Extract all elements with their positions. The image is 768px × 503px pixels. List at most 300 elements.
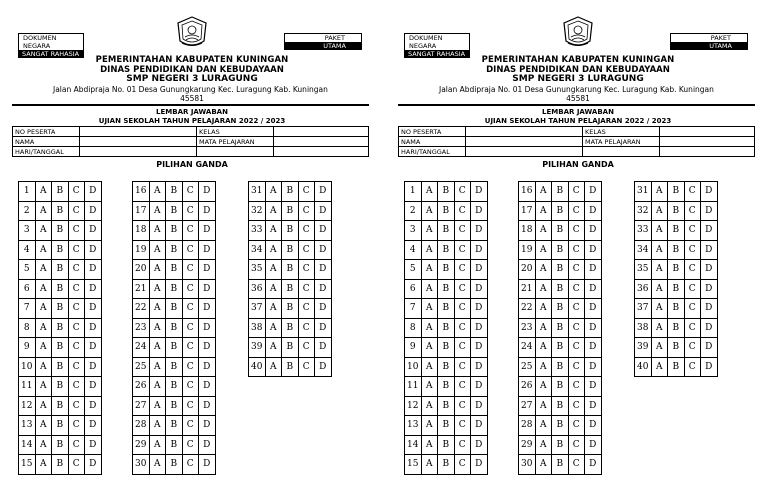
option-b-bubble[interactable]: B xyxy=(282,279,299,299)
option-c-bubble[interactable]: C xyxy=(454,416,471,436)
option-b-bubble[interactable]: B xyxy=(552,435,569,455)
option-c-bubble[interactable]: C xyxy=(568,221,585,241)
option-c-bubble[interactable]: C xyxy=(568,318,585,338)
option-d-bubble[interactable]: D xyxy=(199,260,216,280)
option-a-bubble[interactable]: A xyxy=(35,318,52,338)
option-a-bubble[interactable]: A xyxy=(35,299,52,319)
option-d-bubble[interactable]: D xyxy=(471,260,488,280)
option-b-bubble[interactable]: B xyxy=(552,240,569,260)
option-b-bubble[interactable]: B xyxy=(166,435,183,455)
option-c-bubble[interactable]: C xyxy=(454,396,471,416)
option-d-bubble[interactable]: D xyxy=(471,338,488,358)
option-d-bubble[interactable]: D xyxy=(471,455,488,475)
option-c-bubble[interactable]: C xyxy=(684,182,701,202)
option-a-bubble[interactable]: A xyxy=(535,357,552,377)
option-a-bubble[interactable]: A xyxy=(535,279,552,299)
option-a-bubble[interactable]: A xyxy=(535,377,552,397)
option-d-bubble[interactable]: D xyxy=(585,357,602,377)
option-a-bubble[interactable]: A xyxy=(35,260,52,280)
option-d-bubble[interactable]: D xyxy=(585,182,602,202)
option-c-bubble[interactable]: C xyxy=(182,260,199,280)
option-b-bubble[interactable]: B xyxy=(438,435,455,455)
option-c-bubble[interactable]: C xyxy=(68,240,85,260)
option-a-bubble[interactable]: A xyxy=(421,377,438,397)
option-b-bubble[interactable]: B xyxy=(552,455,569,475)
option-d-bubble[interactable]: D xyxy=(585,338,602,358)
option-d-bubble[interactable]: D xyxy=(585,396,602,416)
option-d-bubble[interactable]: D xyxy=(85,435,102,455)
option-a-bubble[interactable]: A xyxy=(651,279,668,299)
option-c-bubble[interactable]: C xyxy=(568,416,585,436)
option-d-bubble[interactable]: D xyxy=(701,299,718,319)
option-d-bubble[interactable]: D xyxy=(315,201,332,221)
option-a-bubble[interactable]: A xyxy=(535,240,552,260)
option-d-bubble[interactable]: D xyxy=(85,240,102,260)
option-c-bubble[interactable]: C xyxy=(298,221,315,241)
option-a-bubble[interactable]: A xyxy=(651,338,668,358)
option-b-bubble[interactable]: B xyxy=(52,260,69,280)
option-a-bubble[interactable]: A xyxy=(421,435,438,455)
option-d-bubble[interactable]: D xyxy=(315,357,332,377)
option-d-bubble[interactable]: D xyxy=(471,221,488,241)
option-a-bubble[interactable]: A xyxy=(651,182,668,202)
option-d-bubble[interactable]: D xyxy=(85,260,102,280)
option-d-bubble[interactable]: D xyxy=(315,318,332,338)
option-d-bubble[interactable]: D xyxy=(199,338,216,358)
kelas-field[interactable] xyxy=(660,127,755,137)
option-b-bubble[interactable]: B xyxy=(166,396,183,416)
option-a-bubble[interactable]: A xyxy=(651,299,668,319)
option-a-bubble[interactable]: A xyxy=(35,435,52,455)
option-b-bubble[interactable]: B xyxy=(52,396,69,416)
option-d-bubble[interactable]: D xyxy=(585,455,602,475)
option-d-bubble[interactable]: D xyxy=(701,182,718,202)
option-a-bubble[interactable]: A xyxy=(651,240,668,260)
option-c-bubble[interactable]: C xyxy=(568,396,585,416)
option-a-bubble[interactable]: A xyxy=(651,260,668,280)
option-d-bubble[interactable]: D xyxy=(585,260,602,280)
option-d-bubble[interactable]: D xyxy=(315,299,332,319)
option-a-bubble[interactable]: A xyxy=(421,182,438,202)
option-b-bubble[interactable]: B xyxy=(552,201,569,221)
option-d-bubble[interactable]: D xyxy=(199,299,216,319)
option-c-bubble[interactable]: C xyxy=(454,182,471,202)
option-c-bubble[interactable]: C xyxy=(454,435,471,455)
option-a-bubble[interactable]: A xyxy=(421,260,438,280)
option-c-bubble[interactable]: C xyxy=(568,377,585,397)
option-d-bubble[interactable]: D xyxy=(85,416,102,436)
option-d-bubble[interactable]: D xyxy=(315,221,332,241)
option-a-bubble[interactable]: A xyxy=(149,299,166,319)
option-b-bubble[interactable]: B xyxy=(52,182,69,202)
option-c-bubble[interactable]: C xyxy=(298,357,315,377)
option-c-bubble[interactable]: C xyxy=(68,299,85,319)
option-b-bubble[interactable]: B xyxy=(438,338,455,358)
option-b-bubble[interactable]: B xyxy=(438,318,455,338)
option-b-bubble[interactable]: B xyxy=(52,221,69,241)
option-c-bubble[interactable]: C xyxy=(182,299,199,319)
option-c-bubble[interactable]: C xyxy=(684,201,701,221)
option-b-bubble[interactable]: B xyxy=(166,299,183,319)
option-c-bubble[interactable]: C xyxy=(454,377,471,397)
option-a-bubble[interactable]: A xyxy=(421,338,438,358)
option-b-bubble[interactable]: B xyxy=(552,221,569,241)
option-c-bubble[interactable]: C xyxy=(298,318,315,338)
kelas-field[interactable] xyxy=(274,127,369,137)
option-c-bubble[interactable]: C xyxy=(182,338,199,358)
option-d-bubble[interactable]: D xyxy=(701,338,718,358)
option-c-bubble[interactable]: C xyxy=(684,357,701,377)
option-b-bubble[interactable]: B xyxy=(668,260,685,280)
option-d-bubble[interactable]: D xyxy=(701,240,718,260)
option-c-bubble[interactable]: C xyxy=(684,299,701,319)
option-a-bubble[interactable]: A xyxy=(35,357,52,377)
option-c-bubble[interactable]: C xyxy=(68,221,85,241)
option-b-bubble[interactable]: B xyxy=(438,221,455,241)
option-b-bubble[interactable]: B xyxy=(52,240,69,260)
option-b-bubble[interactable]: B xyxy=(552,338,569,358)
option-d-bubble[interactable]: D xyxy=(85,396,102,416)
option-d-bubble[interactable]: D xyxy=(85,299,102,319)
option-d-bubble[interactable]: D xyxy=(471,357,488,377)
option-b-bubble[interactable]: B xyxy=(668,240,685,260)
option-a-bubble[interactable]: A xyxy=(149,377,166,397)
option-b-bubble[interactable]: B xyxy=(438,416,455,436)
option-d-bubble[interactable]: D xyxy=(199,455,216,475)
option-a-bubble[interactable]: A xyxy=(651,318,668,338)
option-d-bubble[interactable]: D xyxy=(85,221,102,241)
option-b-bubble[interactable]: B xyxy=(438,182,455,202)
option-d-bubble[interactable]: D xyxy=(585,435,602,455)
option-a-bubble[interactable]: A xyxy=(421,240,438,260)
option-a-bubble[interactable]: A xyxy=(421,279,438,299)
option-b-bubble[interactable]: B xyxy=(552,396,569,416)
option-d-bubble[interactable]: D xyxy=(85,357,102,377)
option-b-bubble[interactable]: B xyxy=(438,240,455,260)
option-b-bubble[interactable]: B xyxy=(282,357,299,377)
option-d-bubble[interactable]: D xyxy=(199,182,216,202)
option-a-bubble[interactable]: A xyxy=(149,201,166,221)
option-d-bubble[interactable]: D xyxy=(315,182,332,202)
option-b-bubble[interactable]: B xyxy=(282,201,299,221)
option-b-bubble[interactable]: B xyxy=(52,201,69,221)
option-a-bubble[interactable]: A xyxy=(421,318,438,338)
option-a-bubble[interactable]: A xyxy=(535,338,552,358)
option-a-bubble[interactable]: A xyxy=(421,357,438,377)
option-c-bubble[interactable]: C xyxy=(68,201,85,221)
option-b-bubble[interactable]: B xyxy=(552,357,569,377)
option-a-bubble[interactable]: A xyxy=(265,338,282,358)
nama-field[interactable] xyxy=(80,137,197,147)
option-d-bubble[interactable]: D xyxy=(199,221,216,241)
option-d-bubble[interactable]: D xyxy=(585,318,602,338)
option-d-bubble[interactable]: D xyxy=(471,240,488,260)
option-b-bubble[interactable]: B xyxy=(668,201,685,221)
option-b-bubble[interactable]: B xyxy=(438,455,455,475)
option-d-bubble[interactable]: D xyxy=(471,201,488,221)
option-d-bubble[interactable]: D xyxy=(471,435,488,455)
option-a-bubble[interactable]: A xyxy=(35,201,52,221)
option-b-bubble[interactable]: B xyxy=(552,377,569,397)
option-a-bubble[interactable]: A xyxy=(149,221,166,241)
option-d-bubble[interactable]: D xyxy=(199,318,216,338)
option-d-bubble[interactable]: D xyxy=(471,377,488,397)
option-b-bubble[interactable]: B xyxy=(552,279,569,299)
option-c-bubble[interactable]: C xyxy=(68,377,85,397)
option-c-bubble[interactable]: C xyxy=(568,182,585,202)
option-b-bubble[interactable]: B xyxy=(52,435,69,455)
option-b-bubble[interactable]: B xyxy=(282,318,299,338)
option-c-bubble[interactable]: C xyxy=(68,416,85,436)
option-a-bubble[interactable]: A xyxy=(35,182,52,202)
option-d-bubble[interactable]: D xyxy=(199,416,216,436)
option-c-bubble[interactable]: C xyxy=(568,435,585,455)
option-a-bubble[interactable]: A xyxy=(265,260,282,280)
option-d-bubble[interactable]: D xyxy=(315,240,332,260)
option-c-bubble[interactable]: C xyxy=(68,435,85,455)
option-c-bubble[interactable]: C xyxy=(182,416,199,436)
option-b-bubble[interactable]: B xyxy=(552,260,569,280)
option-a-bubble[interactable]: A xyxy=(535,318,552,338)
option-d-bubble[interactable]: D xyxy=(199,357,216,377)
option-a-bubble[interactable]: A xyxy=(149,435,166,455)
option-c-bubble[interactable]: C xyxy=(568,299,585,319)
option-a-bubble[interactable]: A xyxy=(535,455,552,475)
option-a-bubble[interactable]: A xyxy=(265,221,282,241)
option-a-bubble[interactable]: A xyxy=(651,221,668,241)
option-c-bubble[interactable]: C xyxy=(68,357,85,377)
option-c-bubble[interactable]: C xyxy=(298,201,315,221)
option-a-bubble[interactable]: A xyxy=(149,455,166,475)
option-b-bubble[interactable]: B xyxy=(52,377,69,397)
option-c-bubble[interactable]: C xyxy=(182,221,199,241)
option-a-bubble[interactable]: A xyxy=(265,201,282,221)
option-b-bubble[interactable]: B xyxy=(438,279,455,299)
option-a-bubble[interactable]: A xyxy=(421,201,438,221)
option-c-bubble[interactable]: C xyxy=(298,299,315,319)
option-c-bubble[interactable]: C xyxy=(454,455,471,475)
option-a-bubble[interactable]: A xyxy=(35,221,52,241)
option-c-bubble[interactable]: C xyxy=(568,338,585,358)
option-b-bubble[interactable]: B xyxy=(166,377,183,397)
option-a-bubble[interactable]: A xyxy=(149,338,166,358)
option-a-bubble[interactable]: A xyxy=(651,201,668,221)
option-c-bubble[interactable]: C xyxy=(454,338,471,358)
option-a-bubble[interactable]: A xyxy=(35,338,52,358)
option-b-bubble[interactable]: B xyxy=(166,416,183,436)
option-d-bubble[interactable]: D xyxy=(199,279,216,299)
option-c-bubble[interactable]: C xyxy=(298,338,315,358)
option-c-bubble[interactable]: C xyxy=(454,357,471,377)
option-d-bubble[interactable]: D xyxy=(471,279,488,299)
option-c-bubble[interactable]: C xyxy=(182,357,199,377)
option-b-bubble[interactable]: B xyxy=(668,182,685,202)
option-b-bubble[interactable]: B xyxy=(282,221,299,241)
option-b-bubble[interactable]: B xyxy=(282,338,299,358)
option-b-bubble[interactable]: B xyxy=(52,357,69,377)
nama-field[interactable] xyxy=(466,137,583,147)
option-c-bubble[interactable]: C xyxy=(568,260,585,280)
option-d-bubble[interactable]: D xyxy=(199,435,216,455)
option-a-bubble[interactable]: A xyxy=(149,318,166,338)
option-d-bubble[interactable]: D xyxy=(585,377,602,397)
option-d-bubble[interactable]: D xyxy=(199,201,216,221)
option-b-bubble[interactable]: B xyxy=(282,299,299,319)
option-d-bubble[interactable]: D xyxy=(471,318,488,338)
option-b-bubble[interactable]: B xyxy=(668,357,685,377)
option-d-bubble[interactable]: D xyxy=(585,299,602,319)
option-a-bubble[interactable]: A xyxy=(35,377,52,397)
option-d-bubble[interactable]: D xyxy=(701,279,718,299)
option-c-bubble[interactable]: C xyxy=(684,279,701,299)
option-a-bubble[interactable]: A xyxy=(265,299,282,319)
option-a-bubble[interactable]: A xyxy=(149,416,166,436)
option-c-bubble[interactable]: C xyxy=(182,318,199,338)
no-peserta-field[interactable] xyxy=(466,127,583,137)
option-a-bubble[interactable]: A xyxy=(421,299,438,319)
option-c-bubble[interactable]: C xyxy=(182,240,199,260)
option-a-bubble[interactable]: A xyxy=(265,318,282,338)
option-d-bubble[interactable]: D xyxy=(85,455,102,475)
option-a-bubble[interactable]: A xyxy=(265,279,282,299)
option-d-bubble[interactable]: D xyxy=(701,318,718,338)
option-b-bubble[interactable]: B xyxy=(166,318,183,338)
option-b-bubble[interactable]: B xyxy=(438,201,455,221)
option-a-bubble[interactable]: A xyxy=(35,240,52,260)
option-d-bubble[interactable]: D xyxy=(585,240,602,260)
option-d-bubble[interactable]: D xyxy=(585,221,602,241)
option-b-bubble[interactable]: B xyxy=(438,299,455,319)
option-c-bubble[interactable]: C xyxy=(454,240,471,260)
option-b-bubble[interactable]: B xyxy=(166,240,183,260)
option-c-bubble[interactable]: C xyxy=(68,338,85,358)
option-c-bubble[interactable]: C xyxy=(182,182,199,202)
hari-tanggal-field[interactable] xyxy=(80,147,197,157)
option-c-bubble[interactable]: C xyxy=(684,221,701,241)
option-c-bubble[interactable]: C xyxy=(568,455,585,475)
mata-pelajaran-field[interactable] xyxy=(274,137,369,147)
option-b-bubble[interactable]: B xyxy=(52,279,69,299)
option-a-bubble[interactable]: A xyxy=(535,435,552,455)
option-c-bubble[interactable]: C xyxy=(684,338,701,358)
option-a-bubble[interactable]: A xyxy=(149,357,166,377)
option-a-bubble[interactable]: A xyxy=(35,455,52,475)
option-d-bubble[interactable]: D xyxy=(315,338,332,358)
option-d-bubble[interactable]: D xyxy=(585,201,602,221)
option-c-bubble[interactable]: C xyxy=(568,357,585,377)
option-b-bubble[interactable]: B xyxy=(668,221,685,241)
option-d-bubble[interactable]: D xyxy=(85,377,102,397)
option-c-bubble[interactable]: C xyxy=(684,240,701,260)
option-c-bubble[interactable]: C xyxy=(298,182,315,202)
option-b-bubble[interactable]: B xyxy=(438,377,455,397)
option-a-bubble[interactable]: A xyxy=(535,260,552,280)
mata-pelajaran-field[interactable] xyxy=(660,137,755,147)
option-d-bubble[interactable]: D xyxy=(585,279,602,299)
option-c-bubble[interactable]: C xyxy=(68,260,85,280)
option-a-bubble[interactable]: A xyxy=(35,416,52,436)
option-c-bubble[interactable]: C xyxy=(568,201,585,221)
option-a-bubble[interactable]: A xyxy=(421,416,438,436)
option-b-bubble[interactable]: B xyxy=(668,318,685,338)
option-a-bubble[interactable]: A xyxy=(535,182,552,202)
option-a-bubble[interactable]: A xyxy=(265,240,282,260)
option-c-bubble[interactable]: C xyxy=(182,396,199,416)
option-b-bubble[interactable]: B xyxy=(166,221,183,241)
option-d-bubble[interactable]: D xyxy=(471,396,488,416)
option-a-bubble[interactable]: A xyxy=(265,182,282,202)
option-c-bubble[interactable]: C xyxy=(568,240,585,260)
option-d-bubble[interactable]: D xyxy=(85,201,102,221)
option-d-bubble[interactable]: D xyxy=(85,338,102,358)
option-b-bubble[interactable]: B xyxy=(166,201,183,221)
option-a-bubble[interactable]: A xyxy=(265,357,282,377)
option-d-bubble[interactable]: D xyxy=(471,299,488,319)
option-b-bubble[interactable]: B xyxy=(552,416,569,436)
option-d-bubble[interactable]: D xyxy=(471,182,488,202)
option-a-bubble[interactable]: A xyxy=(421,455,438,475)
option-b-bubble[interactable]: B xyxy=(52,338,69,358)
option-d-bubble[interactable]: D xyxy=(701,357,718,377)
option-a-bubble[interactable]: A xyxy=(535,299,552,319)
option-d-bubble[interactable]: D xyxy=(199,396,216,416)
option-a-bubble[interactable]: A xyxy=(535,201,552,221)
option-b-bubble[interactable]: B xyxy=(52,318,69,338)
option-a-bubble[interactable]: A xyxy=(535,396,552,416)
option-c-bubble[interactable]: C xyxy=(182,201,199,221)
option-b-bubble[interactable]: B xyxy=(166,182,183,202)
option-b-bubble[interactable]: B xyxy=(552,182,569,202)
option-d-bubble[interactable]: D xyxy=(315,260,332,280)
option-b-bubble[interactable]: B xyxy=(438,396,455,416)
option-b-bubble[interactable]: B xyxy=(282,182,299,202)
option-c-bubble[interactable]: C xyxy=(298,279,315,299)
option-c-bubble[interactable]: C xyxy=(182,279,199,299)
option-b-bubble[interactable]: B xyxy=(668,338,685,358)
option-c-bubble[interactable]: C xyxy=(68,396,85,416)
option-c-bubble[interactable]: C xyxy=(68,182,85,202)
option-b-bubble[interactable]: B xyxy=(438,260,455,280)
option-b-bubble[interactable]: B xyxy=(52,455,69,475)
option-a-bubble[interactable]: A xyxy=(421,396,438,416)
hari-tanggal-field[interactable] xyxy=(466,147,583,157)
option-c-bubble[interactable]: C xyxy=(68,279,85,299)
option-a-bubble[interactable]: A xyxy=(35,396,52,416)
option-c-bubble[interactable]: C xyxy=(182,455,199,475)
option-c-bubble[interactable]: C xyxy=(684,318,701,338)
option-a-bubble[interactable]: A xyxy=(535,416,552,436)
option-b-bubble[interactable]: B xyxy=(282,240,299,260)
option-b-bubble[interactable]: B xyxy=(282,260,299,280)
option-d-bubble[interactable]: D xyxy=(701,221,718,241)
option-b-bubble[interactable]: B xyxy=(52,416,69,436)
option-d-bubble[interactable]: D xyxy=(85,182,102,202)
option-c-bubble[interactable]: C xyxy=(454,260,471,280)
option-d-bubble[interactable]: D xyxy=(471,416,488,436)
option-b-bubble[interactable]: B xyxy=(552,299,569,319)
option-c-bubble[interactable]: C xyxy=(68,455,85,475)
option-d-bubble[interactable]: D xyxy=(199,240,216,260)
option-a-bubble[interactable]: A xyxy=(421,221,438,241)
option-b-bubble[interactable]: B xyxy=(438,357,455,377)
option-b-bubble[interactable]: B xyxy=(166,455,183,475)
option-b-bubble[interactable]: B xyxy=(552,318,569,338)
option-a-bubble[interactable]: A xyxy=(35,279,52,299)
no-peserta-field[interactable] xyxy=(80,127,197,137)
option-c-bubble[interactable]: C xyxy=(454,318,471,338)
option-d-bubble[interactable]: D xyxy=(315,279,332,299)
option-d-bubble[interactable]: D xyxy=(585,416,602,436)
